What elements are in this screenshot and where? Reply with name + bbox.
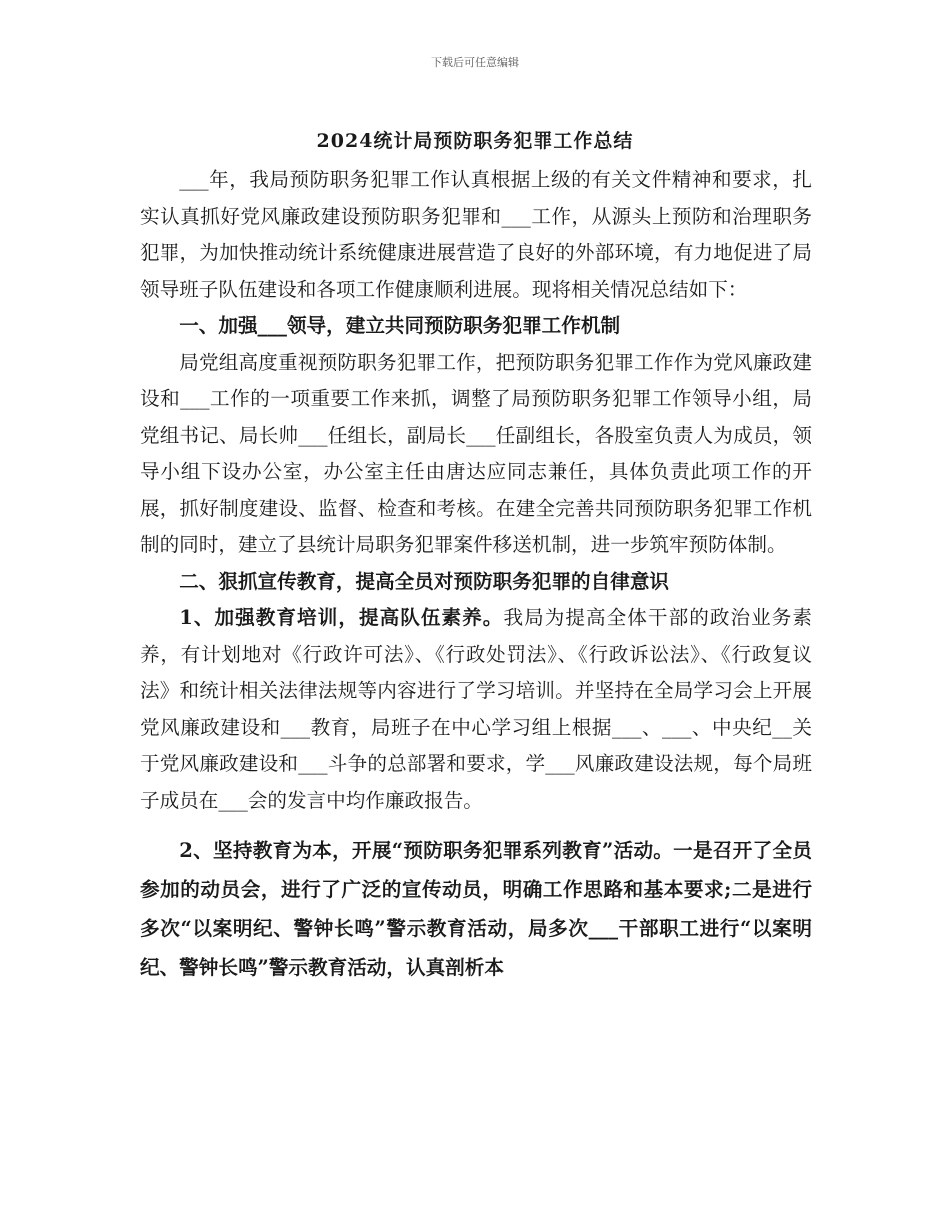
- document-body: [140, 162, 812, 987]
- section2-item1-paragraph: [140, 600, 812, 819]
- document-title: 2024统计局预防职务犯罪工作总结: [316, 130, 634, 152]
- section2-heading: 二、狠抓宣传教育，提高全员对预防职务犯罪的自律意识: [179, 569, 670, 593]
- section2-item1-lead: 1、加强教育培训，提高队伍素养。: [179, 606, 504, 629]
- section1-heading: 一、加强___领导，建立共同预防职务犯罪工作机制: [179, 314, 621, 337]
- section1-paragraph: 局党组高度重视预防职务犯罪工作，把预防职务犯罪工作作为党风廉政建设和___工作的一项重要工作来抓，调整了局预防职务犯罪工作领导小组，局党组书记、局长帅___任组长，副局长___任副组长，各股室负责人为成员，领导小组下设办公室，办公室主任由唐达应同志兼任，具体负责此项工作的开展，抓好制度建设、监督、检查和考核。在建全完善共同预防职务犯罪工作机制的同时，建立了县统计局职务犯罪案件移送机制，进一步筑牢预防体制。: [140, 350, 812, 556]
- section2-item1-body: 我局为提高全体干部的政治业务素养，有计划地对《行政许可法》、《行政处罚法》、《行政诉讼法》、《行政复议法》和统计相关法律法规等内容进行了学习培训。并坚持在全局学习会上开展党风廉政建设和___教育，局班子在中心学习组上根据___、___、中央纪__关于党风廉政建设和___斗争的总部署和要求，学___风廉政建设法规，每个局班子成员在___会的发言中均作廉政报告。: [140, 606, 812, 812]
- intro-paragraph: ___年，我局预防职务犯罪工作认真根据上级的有关文件精神和要求，扎实认真抓好党风廉政建设预防职务犯罪和___工作，从源头上预防和治理职务犯罪，为加快推动统计系统健康进展营造了良好的外部环境，有力地促进了局领导班子队伍建设和各项工作健康顺利进展。现将相关情况总结如下：: [140, 168, 812, 301]
- section2-item2-paragraph: 2、坚持教育为本，开展“预防职务犯罪系列教育”活动。一是召开了全员参加的动员会，进行了广泛的宣传动员，明确工作思路和基本要求;二是进行多次“以案明纪、警钟长鸣”警示教育活动，局多次___干部职工进行“以案明纪、警钟长鸣”警示教育活动，认真剖析本: [140, 839, 812, 979]
- header-note: 下载后可任意编辑: [431, 56, 519, 69]
